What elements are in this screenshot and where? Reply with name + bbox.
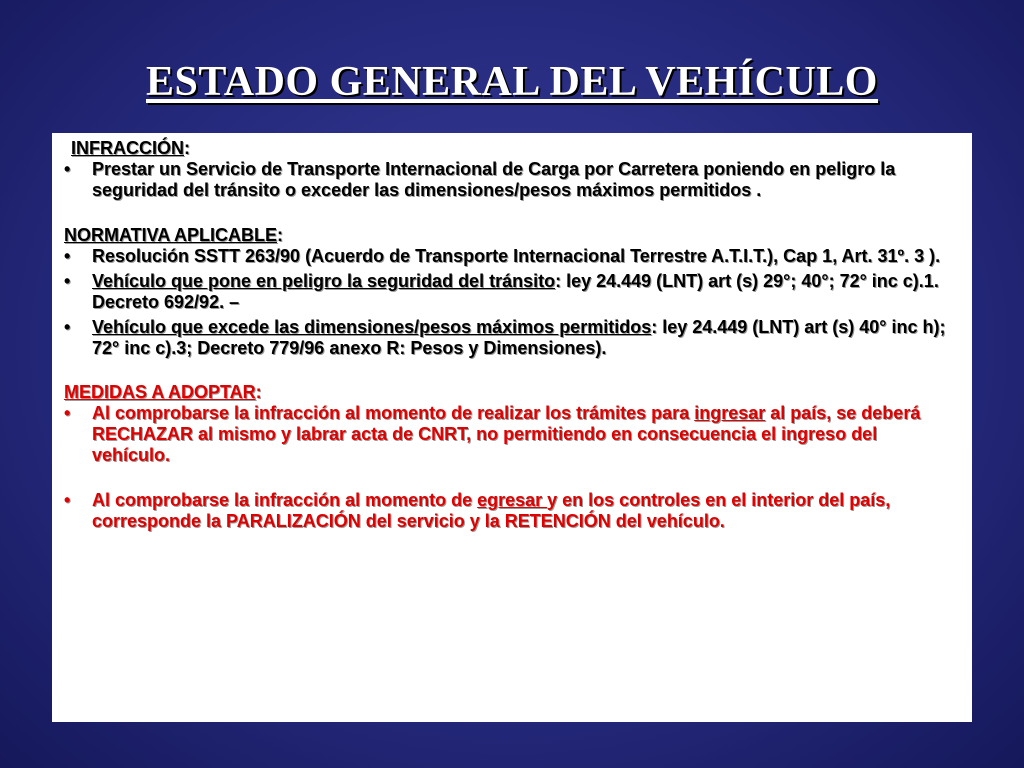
list-item [64,159,960,201]
medidas-heading-label: MEDIDAS A ADOPTAR [64,382,256,402]
infraccion-section [64,137,960,201]
list-item [64,246,960,267]
list-item [64,317,960,359]
infraccion-item-text: Prestar un Servicio de Transporte Internacional de Carga por Carretera poniendo en peligro la seguridad del tránsito o exceder las dimensiones/pesos máximos permitidos . [92,159,896,200]
bullet-icon: • [64,159,71,179]
content-panel [52,133,972,722]
normativa-item-text: : ley 24.449 (LNT) art (s) 40° inc h); 72° inc c).3; Decreto 779/96 anexo R: Pesos y Dimensiones). [92,317,946,358]
medidas-heading [64,381,960,403]
normativa-heading-colon: : [277,225,283,245]
normativa-section [64,224,960,359]
slide-title: ESTADO GENERAL DEL VEHÍCULO [146,59,878,105]
bullet-icon: • [64,271,71,291]
medidas-list [64,403,960,532]
medidas-heading-colon: : [255,382,262,402]
bullet-icon: • [64,403,71,423]
normativa-item-text: : ley 24.449 (LNT) art (s) 29°; 40°; 72° inc c).1. Decreto 692/92. – [92,271,939,312]
medidas-section [64,381,960,532]
medidas-item-text: al país, se deberá RECHAZAR al mismo y labrar acta de CNRT, no permitiendo en consecuencia el ingreso del vehículo. [92,403,921,465]
bullet-icon: • [64,490,71,510]
infraccion-list [64,159,960,201]
infraccion-heading-colon: : [184,138,190,158]
medidas-item-underlined: egresar [477,490,548,510]
normativa-list [64,246,960,359]
normativa-heading [64,224,960,246]
bullet-icon: • [64,246,71,266]
normativa-item-text: Resolución SSTT 263/90 (Acuerdo de Transporte Internacional Terrestre A.T.I.T.), Cap 1, Art. 31º. 3 ). [92,246,941,266]
medidas-item-text: Al comprobarse la infracción al momento de realizar los trámites para [92,403,695,423]
infraccion-heading-label: INFRACCIÓN [71,138,184,158]
medidas-item-underlined: ingresar [694,403,766,423]
list-item [64,403,960,466]
list-item [64,490,960,532]
normativa-item-underlined: Vehículo que pone en peligro la seguridad del tránsito [92,271,556,291]
infraccion-heading [64,137,960,159]
bullet-icon: • [64,317,71,337]
normativa-item-underlined: Vehículo que excede las dimensiones/pesos máximos permitidos [92,317,652,337]
medidas-item-text: Al comprobarse la infracción al momento de [92,490,478,510]
normativa-heading-label: NORMATIVA APLICABLE [64,225,277,245]
medidas-item-text: y en los controles en el interior del país, corresponde la PARALIZACIÓN del servicio y la RETENCIÓN del vehículo. [92,490,891,531]
list-item [64,271,960,313]
